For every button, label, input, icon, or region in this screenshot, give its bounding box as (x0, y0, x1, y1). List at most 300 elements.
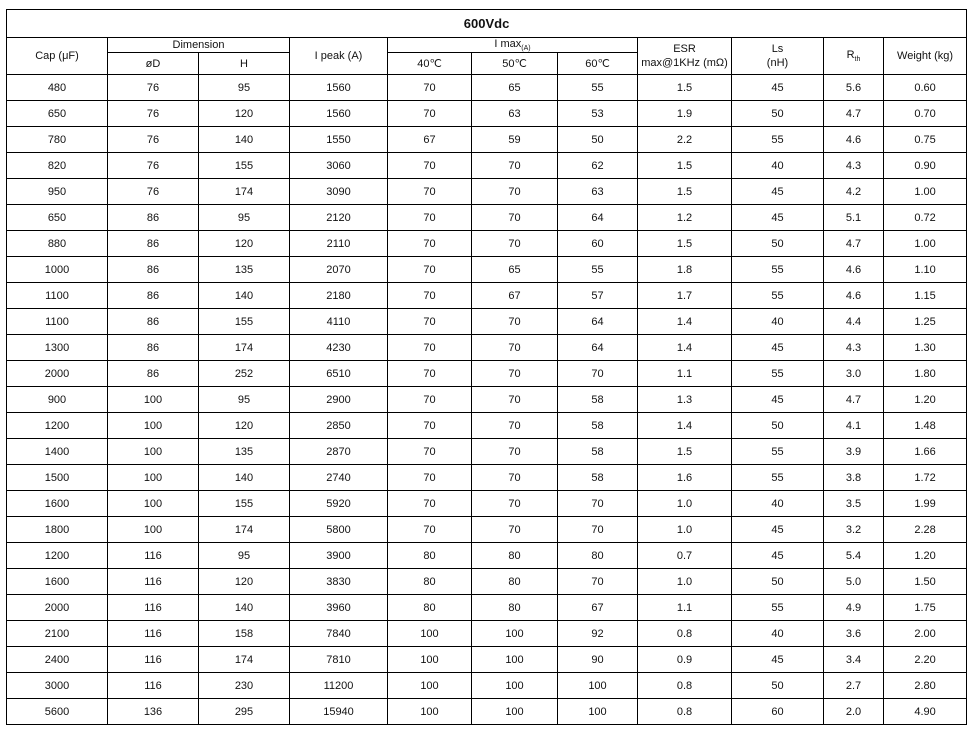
cell-esr: 1.0 (638, 569, 732, 595)
cell-imax-40: 70 (388, 361, 472, 387)
table-body (7, 75, 967, 725)
header-weight: Weight (kg) (884, 38, 967, 75)
cell-h: 120 (199, 101, 290, 127)
cell-ls: 40 (732, 153, 824, 179)
cell-h: 120 (199, 413, 290, 439)
cell-ls: 50 (732, 231, 824, 257)
table-row (7, 283, 967, 309)
cell-imax-60: 80 (558, 543, 638, 569)
cell-h: 135 (199, 439, 290, 465)
cell-imax-40: 67 (388, 127, 472, 153)
cell-ipeak: 2870 (290, 439, 388, 465)
cell-weight: 0.70 (884, 101, 967, 127)
cell-esr: 1.5 (638, 179, 732, 205)
cell-h: 140 (199, 465, 290, 491)
cell-ls: 55 (732, 595, 824, 621)
cell-imax-50: 70 (472, 517, 558, 543)
cell-weight: 1.20 (884, 387, 967, 413)
cell-imax-50: 70 (472, 465, 558, 491)
cell-weight: 1.75 (884, 595, 967, 621)
cell-esr: 1.4 (638, 335, 732, 361)
cell-weight: 1.72 (884, 465, 967, 491)
cell-ipeak: 1560 (290, 101, 388, 127)
cell-od: 100 (108, 387, 199, 413)
header-od: øD (108, 53, 199, 75)
cell-esr: 1.4 (638, 309, 732, 335)
cell-h: 95 (199, 205, 290, 231)
cell-esr: 0.9 (638, 647, 732, 673)
cell-rth: 3.4 (824, 647, 884, 673)
header-cap: Cap (μF) (7, 38, 108, 75)
cell-weight: 1.10 (884, 257, 967, 283)
cell-h: 295 (199, 699, 290, 725)
table-row (7, 205, 967, 231)
cell-imax-40: 70 (388, 465, 472, 491)
cell-ls: 45 (732, 517, 824, 543)
cell-imax-60: 90 (558, 647, 638, 673)
cell-ipeak: 1550 (290, 127, 388, 153)
cell-esr: 1.3 (638, 387, 732, 413)
cell-imax-50: 80 (472, 595, 558, 621)
cell-imax-50: 70 (472, 413, 558, 439)
cell-imax-40: 80 (388, 543, 472, 569)
table-row (7, 647, 967, 673)
cell-cap: 3000 (7, 673, 108, 699)
cell-imax-50: 63 (472, 101, 558, 127)
header-rth-label: R (846, 49, 855, 61)
table-row (7, 231, 967, 257)
cell-cap: 1400 (7, 439, 108, 465)
cell-imax-40: 70 (388, 309, 472, 335)
cell-weight: 2.80 (884, 673, 967, 699)
cell-cap: 1200 (7, 543, 108, 569)
cell-rth: 3.9 (824, 439, 884, 465)
cell-od: 116 (108, 647, 199, 673)
table-row (7, 127, 967, 153)
cell-rth: 3.6 (824, 621, 884, 647)
cell-ipeak: 2740 (290, 465, 388, 491)
cell-ls: 60 (732, 699, 824, 725)
cell-imax-60: 92 (558, 621, 638, 647)
header-t40: 40℃ (388, 53, 472, 75)
cell-h: 120 (199, 231, 290, 257)
cell-cap: 2400 (7, 647, 108, 673)
cell-od: 100 (108, 517, 199, 543)
cell-ls: 45 (732, 205, 824, 231)
header-t50: 50℃ (472, 53, 558, 75)
cell-imax-40: 70 (388, 179, 472, 205)
cell-esr: 1.8 (638, 257, 732, 283)
header-esr (638, 38, 732, 75)
cell-weight: 1.99 (884, 491, 967, 517)
cell-imax-40: 80 (388, 595, 472, 621)
cell-ls: 55 (732, 257, 824, 283)
table-row (7, 413, 967, 439)
cell-esr: 1.1 (638, 361, 732, 387)
cell-imax-40: 70 (388, 205, 472, 231)
cell-imax-40: 70 (388, 387, 472, 413)
cell-imax-60: 100 (558, 699, 638, 725)
cell-imax-60: 70 (558, 569, 638, 595)
cell-od: 100 (108, 465, 199, 491)
cell-imax-60: 58 (558, 413, 638, 439)
cell-imax-50: 70 (472, 179, 558, 205)
cell-ipeak: 5800 (290, 517, 388, 543)
header-dimension: Dimension (108, 38, 290, 53)
cell-weight: 1.30 (884, 335, 967, 361)
cell-rth: 5.4 (824, 543, 884, 569)
cell-od: 86 (108, 361, 199, 387)
cell-weight: 1.25 (884, 309, 967, 335)
table-row (7, 75, 967, 101)
cell-imax-60: 64 (558, 309, 638, 335)
cell-od: 86 (108, 335, 199, 361)
header-t60: 60℃ (558, 53, 638, 75)
cell-ipeak: 2850 (290, 413, 388, 439)
cell-ls: 50 (732, 413, 824, 439)
cell-od: 86 (108, 257, 199, 283)
cell-ls: 40 (732, 491, 824, 517)
cell-esr: 1.7 (638, 283, 732, 309)
cell-h: 252 (199, 361, 290, 387)
cell-imax-40: 70 (388, 75, 472, 101)
cell-cap: 2000 (7, 595, 108, 621)
header-esr-line1: ESR (673, 43, 696, 56)
cell-ipeak: 2110 (290, 231, 388, 257)
cell-imax-50: 65 (472, 257, 558, 283)
cell-od: 100 (108, 439, 199, 465)
cell-weight: 2.28 (884, 517, 967, 543)
cell-ls: 55 (732, 361, 824, 387)
cell-imax-40: 100 (388, 647, 472, 673)
cell-imax-60: 60 (558, 231, 638, 257)
cell-h: 158 (199, 621, 290, 647)
cell-od: 76 (108, 179, 199, 205)
cell-cap: 650 (7, 205, 108, 231)
cell-od: 86 (108, 205, 199, 231)
cell-cap: 480 (7, 75, 108, 101)
cell-cap: 1600 (7, 491, 108, 517)
cell-imax-50: 80 (472, 543, 558, 569)
cell-imax-40: 70 (388, 257, 472, 283)
cell-h: 140 (199, 127, 290, 153)
cell-rth: 4.6 (824, 127, 884, 153)
cell-ls: 50 (732, 569, 824, 595)
cell-cap: 950 (7, 179, 108, 205)
cell-esr: 0.8 (638, 621, 732, 647)
cell-od: 76 (108, 127, 199, 153)
cell-imax-50: 70 (472, 335, 558, 361)
table-row (7, 179, 967, 205)
header-esr-line2: max@1KHz (mΩ) (641, 57, 728, 70)
cell-h: 174 (199, 517, 290, 543)
cell-od: 76 (108, 153, 199, 179)
cell-ipeak: 5920 (290, 491, 388, 517)
cell-od: 116 (108, 543, 199, 569)
cell-imax-50: 100 (472, 647, 558, 673)
cell-imax-50: 70 (472, 153, 558, 179)
cell-od: 86 (108, 309, 199, 335)
cell-weight: 1.50 (884, 569, 967, 595)
table-row (7, 543, 967, 569)
cell-ipeak: 1560 (290, 75, 388, 101)
cell-rth: 4.2 (824, 179, 884, 205)
cell-imax-50: 70 (472, 205, 558, 231)
cell-cap: 1000 (7, 257, 108, 283)
cell-rth: 4.7 (824, 101, 884, 127)
cell-h: 140 (199, 283, 290, 309)
cell-imax-60: 70 (558, 491, 638, 517)
table-row (7, 335, 967, 361)
cell-imax-50: 59 (472, 127, 558, 153)
cell-ls: 50 (732, 101, 824, 127)
cell-imax-40: 70 (388, 283, 472, 309)
table-row (7, 439, 967, 465)
cell-ls: 45 (732, 543, 824, 569)
header-ls-line2: (nH) (766, 57, 789, 70)
cell-imax-60: 55 (558, 75, 638, 101)
cell-esr: 1.4 (638, 413, 732, 439)
cell-esr: 1.5 (638, 439, 732, 465)
cell-weight: 1.80 (884, 361, 967, 387)
cell-rth: 5.1 (824, 205, 884, 231)
cell-cap: 1800 (7, 517, 108, 543)
cell-imax-50: 70 (472, 387, 558, 413)
cell-weight: 1.48 (884, 413, 967, 439)
table-row (7, 465, 967, 491)
cell-imax-60: 53 (558, 101, 638, 127)
cell-ipeak: 7840 (290, 621, 388, 647)
cell-imax-40: 70 (388, 101, 472, 127)
cell-weight: 1.66 (884, 439, 967, 465)
header-imax-unit: (A) (521, 45, 531, 53)
cell-esr: 0.8 (638, 673, 732, 699)
cell-cap: 1200 (7, 413, 108, 439)
cell-od: 86 (108, 231, 199, 257)
cell-od: 136 (108, 699, 199, 725)
cell-od: 116 (108, 569, 199, 595)
cell-imax-60: 100 (558, 673, 638, 699)
cell-od: 116 (108, 621, 199, 647)
cell-od: 86 (108, 283, 199, 309)
cell-imax-50: 80 (472, 569, 558, 595)
cell-ls: 55 (732, 439, 824, 465)
cell-imax-40: 100 (388, 673, 472, 699)
cell-imax-40: 70 (388, 335, 472, 361)
cell-od: 100 (108, 413, 199, 439)
cell-imax-60: 70 (558, 517, 638, 543)
cell-weight: 0.60 (884, 75, 967, 101)
cell-imax-40: 70 (388, 231, 472, 257)
cell-h: 140 (199, 595, 290, 621)
table-row (7, 569, 967, 595)
cell-esr: 1.5 (638, 153, 732, 179)
cell-esr: 0.7 (638, 543, 732, 569)
cell-cap: 1300 (7, 335, 108, 361)
cell-rth: 4.7 (824, 231, 884, 257)
cell-imax-50: 70 (472, 361, 558, 387)
cell-ls: 55 (732, 465, 824, 491)
cell-imax-50: 100 (472, 699, 558, 725)
cell-esr: 1.1 (638, 595, 732, 621)
cell-h: 174 (199, 179, 290, 205)
cell-h: 135 (199, 257, 290, 283)
cell-ipeak: 7810 (290, 647, 388, 673)
table-row (7, 621, 967, 647)
cell-h: 95 (199, 75, 290, 101)
cell-cap: 1600 (7, 569, 108, 595)
cell-imax-50: 65 (472, 75, 558, 101)
cell-weight: 1.00 (884, 179, 967, 205)
cell-rth: 3.5 (824, 491, 884, 517)
cell-imax-60: 70 (558, 361, 638, 387)
cell-weight: 4.90 (884, 699, 967, 725)
cell-ipeak: 3830 (290, 569, 388, 595)
capacitor-spec-table (6, 9, 967, 725)
cell-ipeak: 4230 (290, 335, 388, 361)
cell-rth: 4.6 (824, 257, 884, 283)
cell-esr: 2.2 (638, 127, 732, 153)
cell-rth: 2.0 (824, 699, 884, 725)
cell-imax-40: 70 (388, 153, 472, 179)
cell-weight: 2.20 (884, 647, 967, 673)
table-row (7, 673, 967, 699)
cell-rth: 4.3 (824, 153, 884, 179)
cell-cap: 650 (7, 101, 108, 127)
cell-ipeak: 2120 (290, 205, 388, 231)
cell-h: 95 (199, 543, 290, 569)
cell-ls: 55 (732, 283, 824, 309)
cell-rth: 4.3 (824, 335, 884, 361)
table-title: 600Vdc (7, 10, 967, 38)
cell-esr: 1.9 (638, 101, 732, 127)
cell-h: 155 (199, 491, 290, 517)
cell-ipeak: 11200 (290, 673, 388, 699)
cell-esr: 1.2 (638, 205, 732, 231)
cell-imax-40: 70 (388, 491, 472, 517)
table-row (7, 595, 967, 621)
cell-weight: 1.15 (884, 283, 967, 309)
cell-imax-50: 70 (472, 491, 558, 517)
cell-rth: 3.2 (824, 517, 884, 543)
cell-h: 174 (199, 647, 290, 673)
cell-cap: 880 (7, 231, 108, 257)
cell-h: 230 (199, 673, 290, 699)
cell-weight: 0.90 (884, 153, 967, 179)
cell-weight: 1.00 (884, 231, 967, 257)
cell-imax-40: 70 (388, 439, 472, 465)
table-row (7, 101, 967, 127)
cell-rth: 4.7 (824, 387, 884, 413)
cell-imax-40: 100 (388, 621, 472, 647)
cell-imax-50: 70 (472, 439, 558, 465)
header-imax-label: I max (494, 38, 522, 50)
cell-imax-60: 58 (558, 387, 638, 413)
cell-ls: 55 (732, 127, 824, 153)
cell-esr: 1.0 (638, 517, 732, 543)
cell-cap: 2100 (7, 621, 108, 647)
cell-ls: 50 (732, 673, 824, 699)
cell-imax-60: 64 (558, 205, 638, 231)
cell-h: 155 (199, 309, 290, 335)
header-rth (824, 38, 884, 75)
cell-ipeak: 2180 (290, 283, 388, 309)
cell-od: 100 (108, 491, 199, 517)
cell-cap: 1100 (7, 283, 108, 309)
cell-imax-60: 55 (558, 257, 638, 283)
cell-imax-40: 70 (388, 413, 472, 439)
cell-cap: 2000 (7, 361, 108, 387)
cell-esr: 1.0 (638, 491, 732, 517)
table-row (7, 699, 967, 725)
header-rth-sub: th (854, 56, 861, 64)
cell-ipeak: 3960 (290, 595, 388, 621)
cell-ls: 45 (732, 75, 824, 101)
cell-h: 120 (199, 569, 290, 595)
cell-rth: 2.7 (824, 673, 884, 699)
cell-ls: 40 (732, 309, 824, 335)
cell-rth: 4.6 (824, 283, 884, 309)
cell-imax-40: 100 (388, 699, 472, 725)
cell-rth: 4.1 (824, 413, 884, 439)
cell-ls: 40 (732, 621, 824, 647)
table-row (7, 387, 967, 413)
cell-cap: 900 (7, 387, 108, 413)
header-ls-line1: Ls (771, 43, 784, 56)
cell-imax-60: 67 (558, 595, 638, 621)
table-row (7, 309, 967, 335)
cell-ipeak: 3060 (290, 153, 388, 179)
cell-ls: 45 (732, 647, 824, 673)
cell-h: 174 (199, 335, 290, 361)
cell-ls: 45 (732, 387, 824, 413)
cell-esr: 0.8 (638, 699, 732, 725)
header-h: H (199, 53, 290, 75)
cell-od: 76 (108, 101, 199, 127)
header-ipeak: I peak (A) (290, 38, 388, 75)
cell-rth: 5.6 (824, 75, 884, 101)
table-row (7, 491, 967, 517)
table-row (7, 257, 967, 283)
cell-imax-60: 62 (558, 153, 638, 179)
cell-rth: 3.0 (824, 361, 884, 387)
cell-ipeak: 4110 (290, 309, 388, 335)
cell-weight: 2.00 (884, 621, 967, 647)
cell-rth: 4.9 (824, 595, 884, 621)
cell-ipeak: 3900 (290, 543, 388, 569)
cell-imax-50: 67 (472, 283, 558, 309)
cell-od: 116 (108, 595, 199, 621)
header-ls (732, 38, 824, 75)
cell-rth: 5.0 (824, 569, 884, 595)
cell-h: 95 (199, 387, 290, 413)
cell-esr: 1.5 (638, 231, 732, 257)
table-row (7, 361, 967, 387)
cell-weight: 0.72 (884, 205, 967, 231)
cell-esr: 1.6 (638, 465, 732, 491)
header-imax (388, 38, 638, 53)
cell-ipeak: 15940 (290, 699, 388, 725)
cell-imax-60: 58 (558, 465, 638, 491)
cell-imax-50: 100 (472, 673, 558, 699)
cell-cap: 820 (7, 153, 108, 179)
cell-imax-50: 70 (472, 309, 558, 335)
cell-cap: 1100 (7, 309, 108, 335)
cell-cap: 5600 (7, 699, 108, 725)
cell-cap: 1500 (7, 465, 108, 491)
cell-rth: 3.8 (824, 465, 884, 491)
cell-imax-40: 80 (388, 569, 472, 595)
